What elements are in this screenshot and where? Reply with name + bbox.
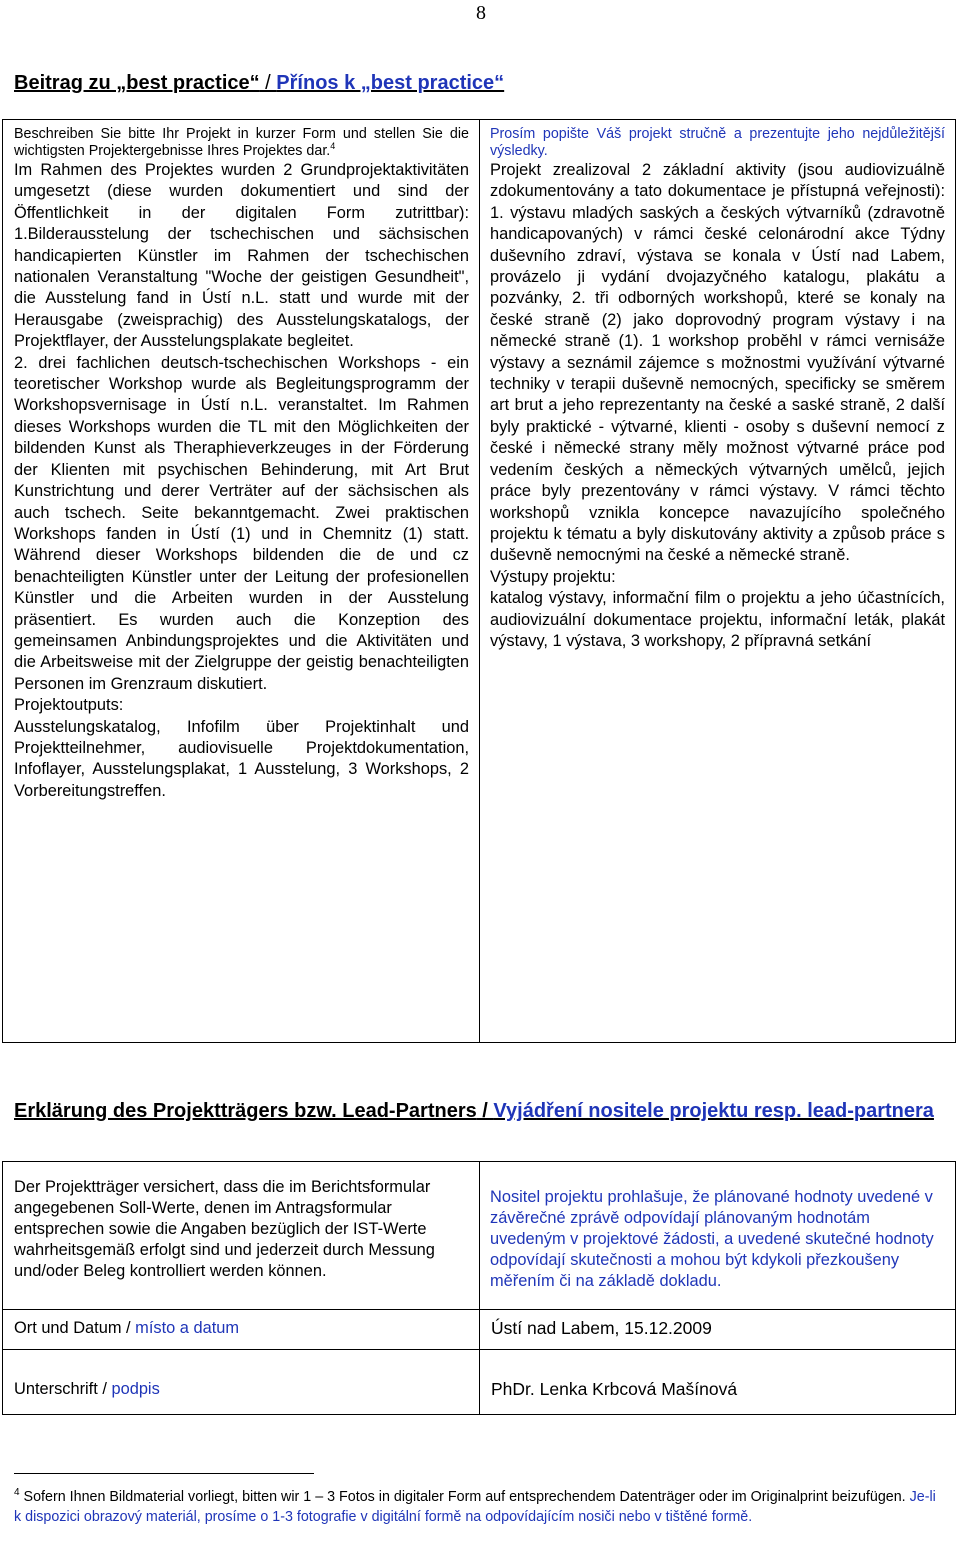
- signature-value: PhDr. Lenka Krbcová Mašínová: [491, 1379, 738, 1399]
- footnote-text-de: Sofern Ihnen Bildmaterial vorliegt, bitten wir 1 – 3 Fotos in digitaler Form auf entsprechendem Datenträger oder im Originalprint beizufügen.: [23, 1489, 906, 1505]
- best-practice-table: [2, 119, 956, 1043]
- section1-title-de: Beitrag zu „best practice“: [14, 72, 260, 94]
- de-body-1: Im Rahmen des Projektes wurden 2 Grundprojektaktivitäten umgesetzt (diese wurden dokumentiert und sind der Öffentlichkeit in der digitalen Form zutrittbar): 1.Bilderausstelung der tschechischen und sächsischen handicapierten Künstler im Rahmen der tschechischen nationalen Veranstaltung "Woche der geistigen Gesundheit", die Ausstelung fand in Ústí n.L. statt und wurde mit der Herausgabe (zweisprachig) des Ausstelungskatalogs, der Projektflayer, der Ausstelungsplakate begleitet.: [14, 161, 469, 351]
- page-number: 8: [476, 2, 486, 24]
- declaration-cz: Nositel projektu prohlašuje, že plánované hodnoty uvedené v závěrečné zprávě odpovídají plánovaným hodnotám uvedeným v projektové žádosti, a uvedené skutečné hodnoty odpovídají skutečnosti a mohou být kdykoli přezkoušeny měřením či na základě dokladu.: [490, 1188, 934, 1290]
- section1-title-cz: Přínos k „best practice“: [276, 72, 505, 94]
- declaration-de: Der Projektträger versichert, dass die im Berichtsformular angegebenen Soll-Werte, denen im Antragsformular entsprechen sowie die Angaben bezüglich der IST-Werte wahrheitsgemäß erfolgt sind und jederzeit durch Messung und/oder Beleg kontrolliert werden können.: [14, 1178, 435, 1280]
- de-body-2: 2. drei fachlichen deutsch-tschechischen Workshops - ein teoretischer Workshop wurde als Begleitungsprogramm der Workshopsvernisage in Ústí n.L. veranstaltet. Im Rahmen dieses Workshops wurden die TL mit den Möglichkeiten der bildenden Kunst als Theraphieverkzeuges in der Förderung der Klienten mit psychischen Behinderung, mit Art Brut Kunstrichtung und derer Verträter auf der sächsischen als auch tschech. Seite bekanntgemacht. Zwei praktischen Workshops fanden in Ústí (1) und in Chemnitz (1) statt. Während dieser Workshops bildenden die de und cz benachteiligten Künstler unter der Leitung der profesionellen Künstler und die Arbeiten wurden in der Ausstelung präsentiert. Es wurden auch die Konzeption des gemeinsamen Anbindungsprojektes und die Aktivitäten und die Arbeitsweise mit der Zielgruppe der geistig benachteiligten Personen im Grenzraum diskutiert.: [14, 353, 469, 693]
- footnote-separator: [14, 1473, 314, 1474]
- place-date-label-cz: místo a datum: [135, 1319, 240, 1337]
- de-intro: Beschreiben Sie bitte Ihr Projekt in kurzer Form und stellen Sie die wichtigsten Projektergebnisse Ihres Projektes dar.: [14, 126, 469, 159]
- signature-label-cz: podpis: [111, 1380, 160, 1398]
- place-date-value: Ústí nad Labem, 15.12.2009: [491, 1318, 712, 1338]
- column-divider: [479, 120, 480, 1042]
- section2-title-de: Erklärung des Projektträgers bzw. Lead-Partners: [14, 1100, 477, 1122]
- column-divider: [479, 1162, 480, 1414]
- cz-intro: Prosím popište Váš projekt stručně a prezentujte jeho nejdůležitější výsledky.: [490, 126, 945, 159]
- title-separator: /: [476, 1100, 494, 1122]
- section1-heading: [14, 72, 504, 95]
- section2-title-cz: Vyjádření nositele projektu resp. lead-partnera: [493, 1100, 934, 1122]
- declaration-table: [2, 1161, 956, 1415]
- footnote-text-cz: Je-li k dispozici obrazový materiál, prosíme o 1-3 fotografie v digitální formě na odpovídajícím nosiči nebo v tištěné formě.: [14, 1489, 936, 1525]
- cz-outputs: katalog výstavy, informační film o projektu a jeho účastnících, audiovizuální dokumentace projektu, informační leták, plakát výstavy, 1 výstava, 3 workshopy, 2 přípravná setkání: [490, 589, 945, 650]
- signature-label-de: Unterschrift: [14, 1380, 98, 1398]
- signature-label: [14, 1379, 464, 1400]
- footnote: [14, 1487, 944, 1527]
- czech-column: [490, 126, 945, 652]
- row-divider: [3, 1349, 955, 1350]
- de-outputs-label: Projektoutputs:: [14, 696, 124, 715]
- de-outputs: Ausstelungskatalog, Infofilm über Projektinhalt und Projektteilnehmer, audiovisuelle Projektdokumentation, Infoflayer, Ausstelungsplakat, 1 Ausstelung, 3 Workshops, 2 Vorbereitungstreffen.: [14, 717, 469, 800]
- label-separator: /: [97, 1380, 112, 1398]
- cz-outputs-label: Výstupy projektu:: [490, 567, 616, 586]
- place-date-label: [14, 1318, 464, 1339]
- row-divider: [3, 1309, 955, 1310]
- footnote-number: 4: [14, 1487, 20, 1499]
- cz-body: Projekt zrealizoval 2 základní aktivity (jsou audiovizuálně zdokumentovány a tato dokumentace je přístupná veřejnosti): 1. výstavu mladých saských a českých výtvarníků (zdravotně handicapovaných) v rámci české celonárodní akce Týdny duševního zdraví, výstava se konala v Ústí nad Labem, provázelo ji vydání dvojazyčného katalogu, plakátu a pozvánky, 2. tři odborných workshopů, které se konaly na české straně (2) jako doprovodný program výstavy i na německé straně (1). 1 workshop proběhl v rámci vernisáže výstavy a seznámil zájemce s možnostmi využívání výtvarné techniky v terapii duševně nemocných, specificky se směrem art brut a jeho reprezentanty na české a saské straně, 2 další byly praktické - výtvarné, klienti - osoby s duševní nemocí z české i německé strany měly možnost výtvarné práce pod vedením českých a německých výtvarných umělců, jejich práce byly prezentovány v rámci výstavy. V rámci těchto workshopů vznikla koncepce navazujícího společného projektu k tématu a byly diskutovány aktivity a způsob práce s duševně nemocnými na české a německé straně.: [490, 161, 945, 565]
- footnote-ref: 4: [330, 141, 336, 152]
- german-column: [14, 126, 469, 802]
- section2-heading: [14, 1098, 958, 1125]
- place-date-label-de: Ort und Datum: [14, 1319, 122, 1337]
- title-separator: /: [259, 72, 277, 94]
- label-separator: /: [121, 1319, 136, 1337]
